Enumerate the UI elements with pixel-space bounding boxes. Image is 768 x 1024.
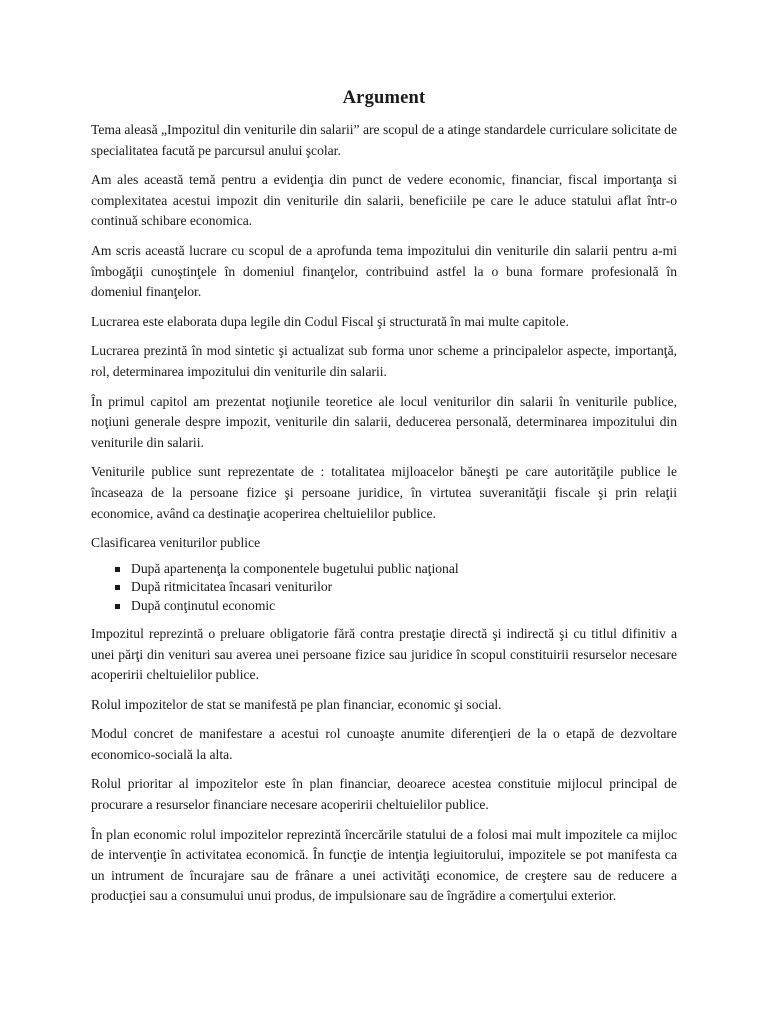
paragraph-structure: Lucrarea este elaborata dupa legile din Codul Fiscal şi structurată în mai multe capitole. (91, 313, 569, 329)
paragraph-classification-heading: Clasificarea veniturilor publice (91, 535, 261, 551)
paragraph-theme-choice: Am ales această temă pentru a evidenţia din punct de vedere economic, financiar, fiscal importanţa si complexitatea acestui impozit din veniturile din salarii, beneficiile pe care le aduce statului aflat într-o continuă schibare economica. (91, 172, 677, 229)
list-item-label: După ritmicitatea încasari veniturilor (131, 579, 333, 595)
square-bullet-icon (115, 567, 120, 572)
paragraph-first-chapter: În primul capitol am prezentat noţiunile teoretice ale locul veniturilor din salarii în veniturile publice, noţiuni generale despre impozit, veniturile din salarii, deducerea personală, determinarea impozitului din veniturile din salarii. (91, 393, 677, 450)
paragraph-public-revenues: Veniturile publice sunt reprezentate de : totalitatea mijloacelor băneşti pe care autorităţile publice le încaseaza de la persoane fizice şi persoane juridice, în virtutea suveranităţii fiscale şi prin relaţii economice, având ca destinaţie acoperirea cheltuielilor publice. (91, 464, 677, 521)
paragraph-role-manifestation: Modul concret de manifestare a acestui rol cunoaşte anumite diferenţieri de la o etapă de dezvoltare economico-socială la alta. (91, 726, 677, 762)
paragraph-purpose: Am scris această lucrare cu scopul de a aprofunda tema impozitului din veniturile din salarii pentru a-mi îmbogăţii cunoştinţele în domeniul finanţelor, contribuind astfel la o buna formare profesională în domeniul finanţelor. (91, 242, 677, 300)
list-item (91, 597, 677, 615)
paragraph-economic-role: În plan economic rolul impozitelor reprezintă încercările statului de a folosi mai mult impozitele ca mijloc de intervenţie în activitatea economică. În funcţie de intenţia legiuitorului, impozitele se pot manifesta ca un intrument de încurajare sau de frânare a unei activităţi economice, de creştere sau de reducere a producţiei sau a consumului unui produs, de impulsionare sau de îngrădire a comerţului exterior. (91, 826, 677, 904)
paragraph-tax-definition: Impozitul reprezintă o preluare obligatorie fără contra prestaţie directă şi indirectă şi cu titlul difinitiv a unei părţi din venituri sau averea unei persoane fizice sau juridice în scopul constituirii resurselor necesare acoperirii cheltuielilor publice. (91, 625, 677, 683)
list-item-label: După conţinutul economic (131, 597, 276, 613)
list-item-label: După apartenenţa la componentele bugetului public naţional (131, 560, 459, 576)
paragraph-intro-theme: Tema aleasă „Impozitul din veniturile din salarii” are scopul de a atinge standardele curriculare solicitate de specialitatea facută pe parcursul anului şcolar. (91, 122, 677, 158)
paragraph-financial-role: Rolul prioritar al impozitelor este în plan financiar, deoarece acestea constituie mijlocul principal de procurare a resurselor financiare necesare acoperirii cheltuielilor publice. (91, 776, 677, 813)
classification-list (91, 560, 677, 615)
page-title: Argument (342, 88, 426, 108)
paragraph-synthesis: Lucrarea prezintă în mod sintetic şi actualizat sub forma unor scheme a principalelor aspecte, importanţă, rol, determinarea impozitului din veniturile din salarii. (91, 343, 677, 379)
paragraph-tax-role: Rolul impozitelor de stat se manifestă pe plan financiar, economic şi social. (91, 696, 502, 712)
square-bullet-icon (115, 585, 120, 590)
list-item (91, 578, 677, 596)
square-bullet-icon (115, 604, 120, 609)
list-item (91, 560, 677, 578)
